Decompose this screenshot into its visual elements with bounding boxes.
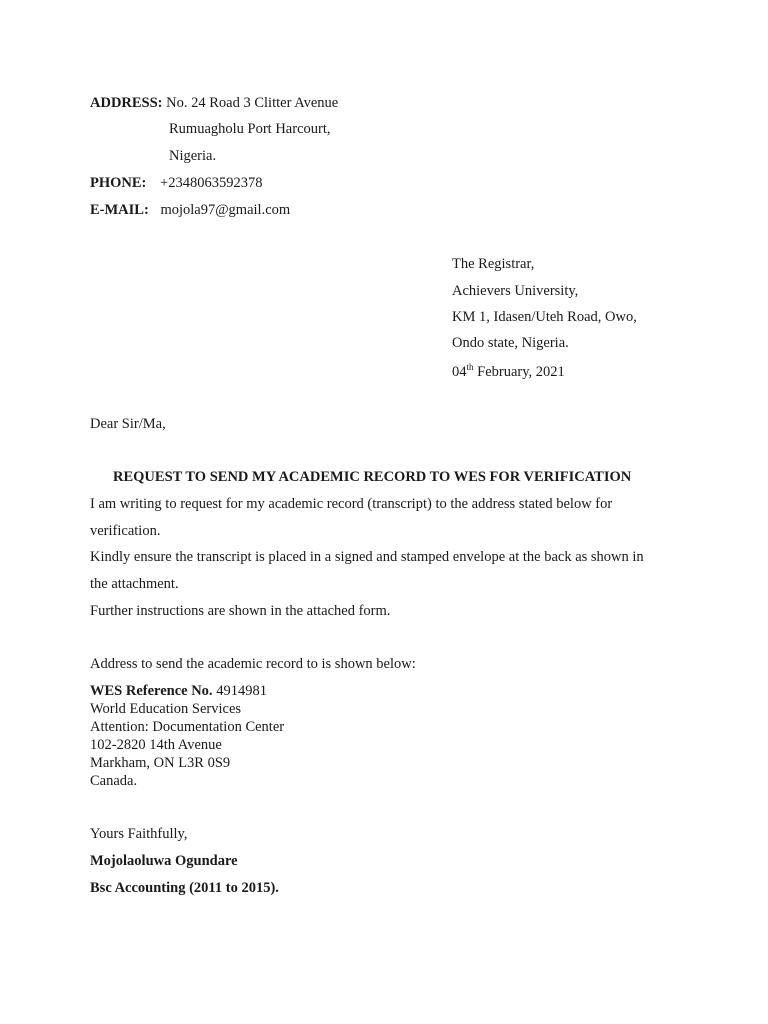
recipient-line-4: Ondo state, Nigeria. (452, 335, 569, 351)
body-line-2: verification. (90, 523, 161, 539)
phone-label: PHONE: (90, 175, 147, 191)
signer-title: Bsc Accounting (2011 to 2015). (90, 880, 279, 896)
recipient-line-1: The Registrar, (452, 256, 535, 272)
wes-line-1: World Education Services (90, 701, 242, 717)
wes-reference-number: 4914981 (212, 683, 267, 699)
phone-number: +2348063592378 (160, 175, 263, 191)
subject-heading: REQUEST TO SEND MY ACADEMIC RECORD TO WES FOR VERIFICATION (113, 469, 632, 485)
wes-line-4: Markham, ON L3R 0S9 (90, 755, 231, 771)
closing: Yours Faithfully, (90, 826, 188, 842)
phone-line (90, 175, 262, 192)
body-line-1: I am writing to request for my academic record (transcript) to the address stated below for (90, 496, 613, 512)
address-line-2: Rumuagholu Port Harcourt, (169, 121, 331, 137)
wes-line-2: Attention: Documentation Center (90, 719, 285, 735)
recipient-line-3: KM 1, Idasen/Uteh Road, Owo, (452, 309, 637, 325)
letter-date (452, 362, 565, 381)
address-intro: Address to send the academic record to is shown below: (90, 656, 416, 672)
recipient-line-2: Achievers University, (452, 283, 579, 299)
date-rest: February, 2021 (473, 363, 565, 380)
wes-reference-line (90, 682, 267, 700)
address-line-1: No. 24 Road 3 Clitter Avenue (166, 95, 339, 111)
wes-line-3: 102-2820 14th Avenue (90, 737, 222, 753)
wes-reference-label: WES Reference No. (90, 683, 213, 699)
email-label: E-MAIL: (90, 202, 149, 218)
address-line-3: Nigeria. (169, 148, 217, 164)
email-address: mojola97@gmail.com (160, 202, 291, 218)
date-day: 04 (452, 363, 467, 380)
signer-name: Mojolaoluwa Ogundare (90, 853, 238, 869)
wes-line-5: Canada. (90, 773, 138, 789)
body-line-3: Kindly ensure the transcript is placed in a signed and stamped envelope at the back as shown in (90, 549, 644, 565)
salutation: Dear Sir/Ma, (90, 416, 166, 432)
body-line-4: the attachment. (90, 576, 179, 592)
address-label: ADDRESS: (90, 95, 163, 111)
date-suffix: th (466, 362, 474, 372)
body-line-5: Further instructions are shown in the attached form. (90, 603, 391, 619)
email-line (90, 202, 290, 219)
sender-address-label-line (90, 95, 338, 112)
